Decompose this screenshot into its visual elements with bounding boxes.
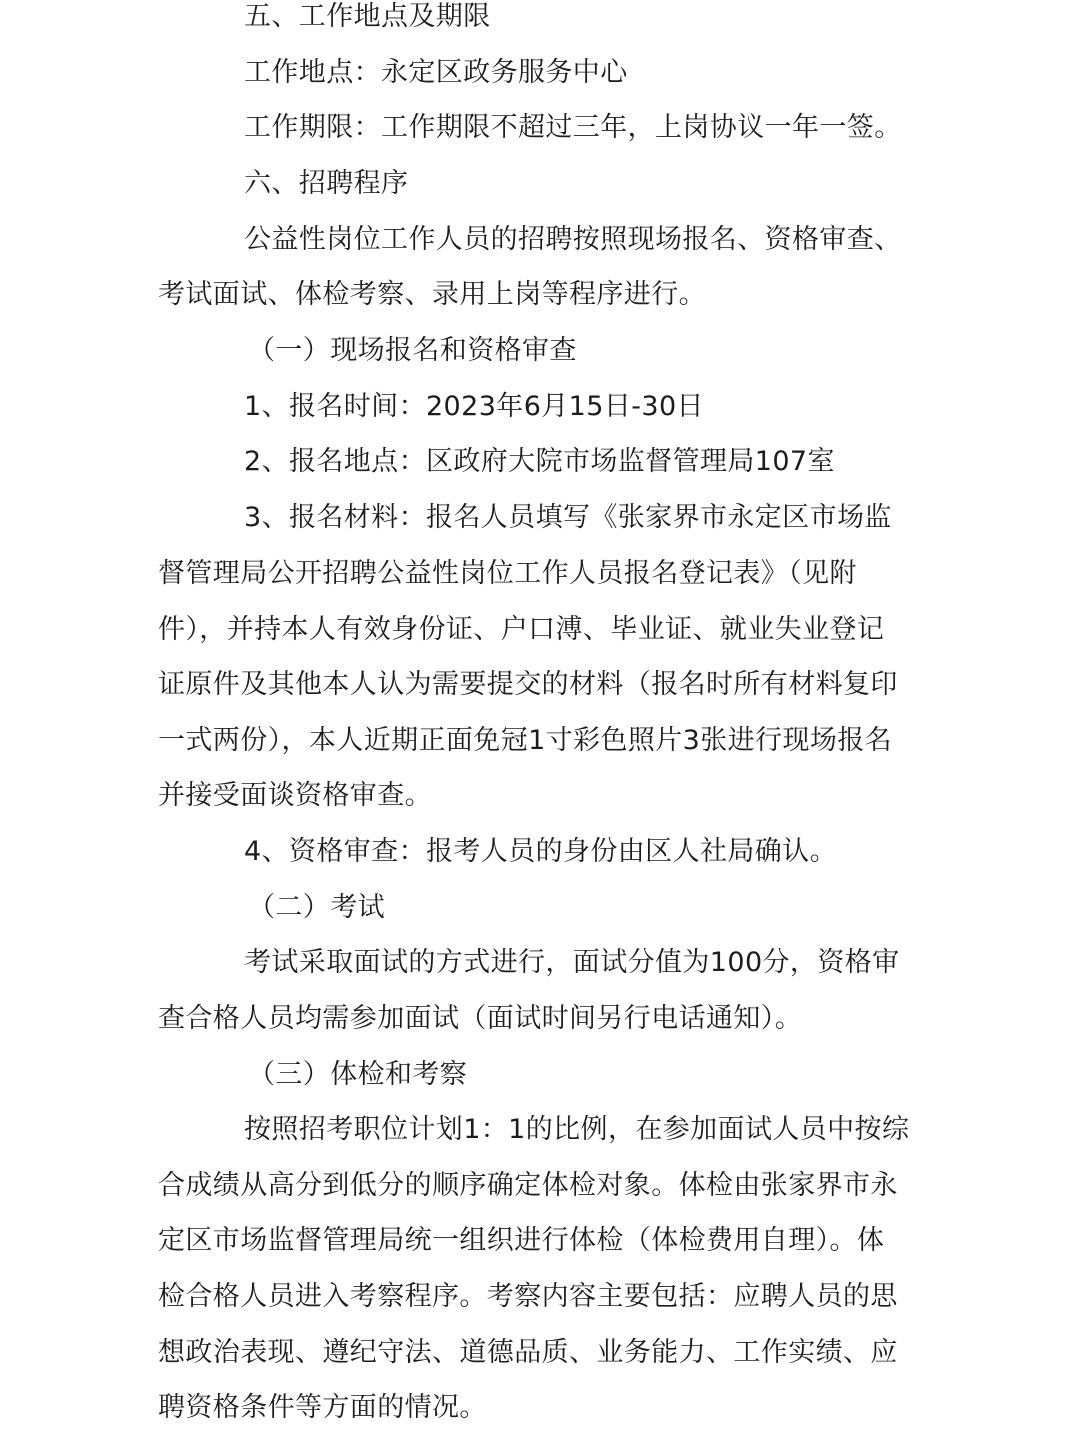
paragraph-line: 想政治表现、遵纪守法、道德品质、业务能力、工作实绩、应 xyxy=(158,1337,898,1368)
paragraph-line: 件），并持本人有效身份证、户口溥、毕业证、就业失业登记 xyxy=(158,614,885,645)
list-item-registration-time: 1、报名时间：2023年6月15日-30日 xyxy=(244,391,704,422)
paragraph-work-location: 工作地点：永定区政务服务中心 xyxy=(244,57,628,88)
paragraph-line: 聘资格条件等方面的情况。 xyxy=(158,1392,487,1423)
subheading-exam: （二）考试 xyxy=(248,892,385,923)
list-item-registration-place: 2、报名地点：区政府大院市场监督管理局107室 xyxy=(244,446,835,477)
paragraph-line: 合成绩从高分到低分的顺序确定体检对象。体检由张家界市永 xyxy=(158,1170,898,1201)
paragraph-line: 证原件及其他本人认为需要提交的材料（报名时所有材料复印 xyxy=(158,669,898,700)
paragraph-line: 按照招考职位计划1：1的比例，在参加面试人员中按综 xyxy=(244,1114,910,1145)
paragraph-work-period: 工作期限：工作期限不超过三年，上岗协议一年一签。 xyxy=(244,112,902,143)
list-item-registration-materials: 3、报名材料：报名人员填写《张家界市永定区市场监 xyxy=(244,502,892,533)
heading-recruitment-procedure: 六、招聘程序 xyxy=(244,168,409,199)
paragraph-line: 并接受面谈资格审查。 xyxy=(158,780,432,811)
list-item-qualification-review: 4、资格审查：报考人员的身份由区人社局确认。 xyxy=(244,836,837,867)
paragraph-line: 公益性岗位工作人员的招聘按照现场报名、资格审查、 xyxy=(244,224,902,255)
paragraph-line: 一式两份），本人近期正面免冠1寸彩色照片3张进行现场报名 xyxy=(158,725,893,756)
paragraph-line: 查合格人员均需参加面试（面试时间另行电话通知）。 xyxy=(158,1003,803,1034)
subheading-registration-review: （一）现场报名和资格审查 xyxy=(248,335,577,366)
paragraph-line: 考试面试、体检考察、录用上岗等程序进行。 xyxy=(158,279,706,310)
heading-work-location-period: 五、工作地点及期限 xyxy=(244,1,491,32)
paragraph-line: 检合格人员进入考察程序。考察内容主要包括：应聘人员的思 xyxy=(158,1281,898,1312)
subheading-medical-inspection: （三）体检和考察 xyxy=(248,1059,468,1090)
paragraph-line: 督管理局公开招聘公益性岗位工作人员报名登记表》（见附 xyxy=(158,558,857,589)
paragraph-line: 定区市场监督管理局统一组织进行体检（体检费用自理）。体 xyxy=(158,1225,885,1256)
paragraph-line: 考试采取面试的方式进行，面试分值为100分，资格审 xyxy=(244,947,900,978)
